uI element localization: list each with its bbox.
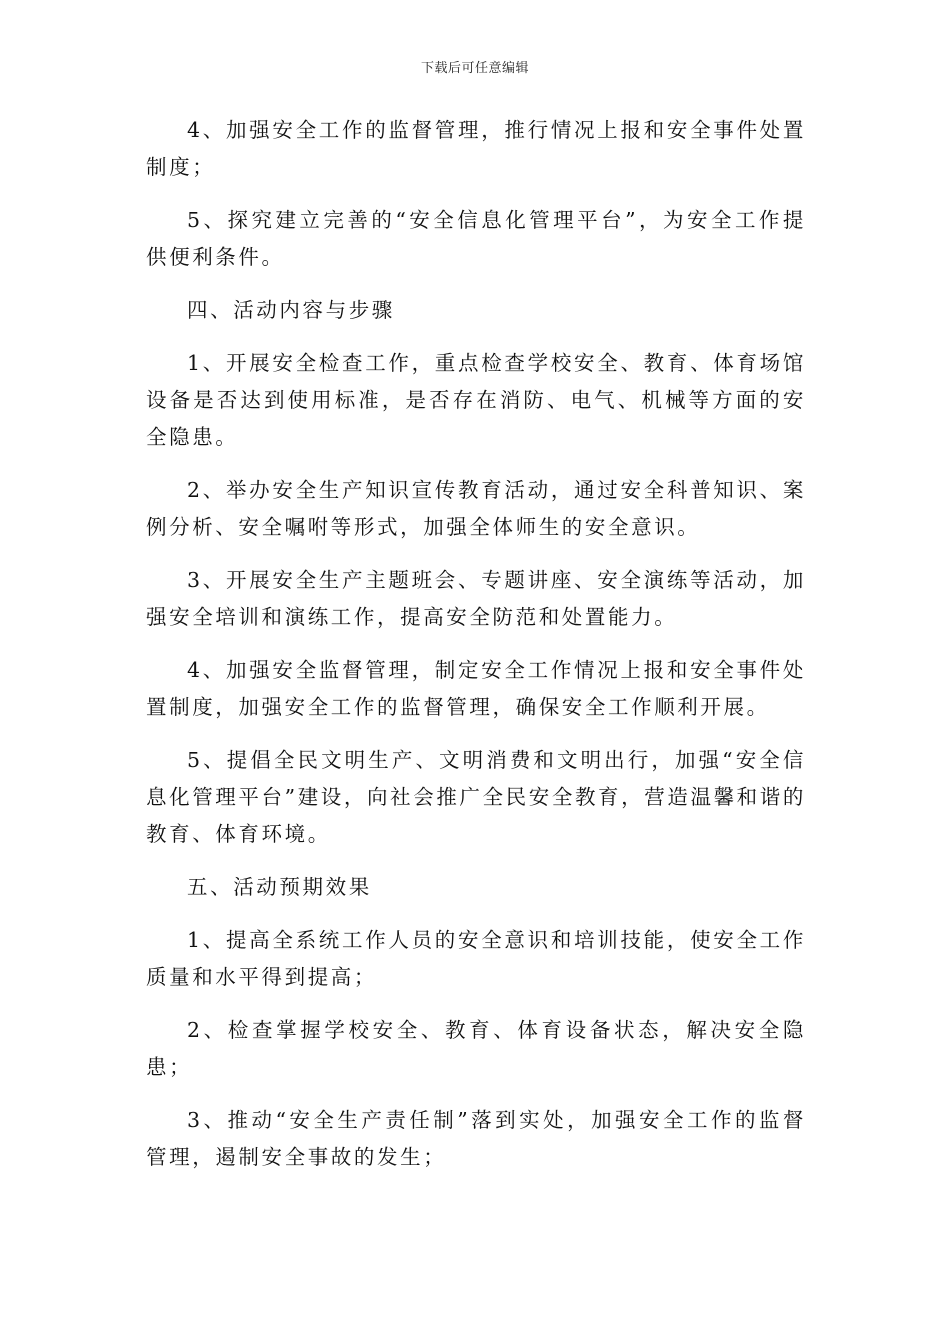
paragraph-item-4-supervision: 4、加强安全工作的监督管理，推行情况上报和安全事件处置制度； xyxy=(146,118,806,179)
document-body xyxy=(146,112,806,1192)
section-heading-expected-results: 五、活动预期效果 xyxy=(187,875,372,899)
paragraph-step-5-civilization: 5、提倡全民文明生产、文明消费和文明出行，加强“安全信息化管理平台”建设，向社会推广全民安全教育，营造温馨和谐的教育、体育环境。 xyxy=(146,748,806,846)
header-note: 下载后可任意编辑 xyxy=(420,61,529,76)
paragraph-result-2-equipment: 2、检查掌握学校安全、教育、体育设备状态，解决安全隐患； xyxy=(146,1018,806,1079)
paragraph-step-2-education: 2、举办安全生产知识宣传教育活动，通过安全科普知识、案例分析、安全嘱咐等形式，加强全体师生的安全意识。 xyxy=(146,478,806,539)
paragraph-result-1-awareness: 1、提高全系统工作人员的安全意识和培训技能，使安全工作质量和水平得到提高； xyxy=(146,928,806,989)
paragraph-step-4-management: 4、加强安全监督管理，制定安全工作情况上报和安全事件处置制度，加强安全工作的监督管理，确保安全工作顺利开展。 xyxy=(146,658,806,719)
paragraph-step-3-drills: 3、开展安全生产主题班会、专题讲座、安全演练等活动，加强安全培训和演练工作，提高安全防范和处置能力。 xyxy=(146,568,806,629)
section-heading-activity-content: 四、活动内容与步骤 xyxy=(187,298,395,322)
paragraph-result-3-responsibility: 3、推动“安全生产责任制”落到实处，加强安全工作的监督管理，遏制安全事故的发生； xyxy=(146,1108,806,1169)
paragraph-step-1-inspection: 1、开展安全检查工作，重点检查学校安全、教育、体育场馆设备是否达到使用标准，是否存在消防、电气、机械等方面的安全隐患。 xyxy=(146,351,806,449)
paragraph-item-5-platform: 5、探究建立完善的“安全信息化管理平台”，为安全工作提供便利条件。 xyxy=(146,208,806,269)
